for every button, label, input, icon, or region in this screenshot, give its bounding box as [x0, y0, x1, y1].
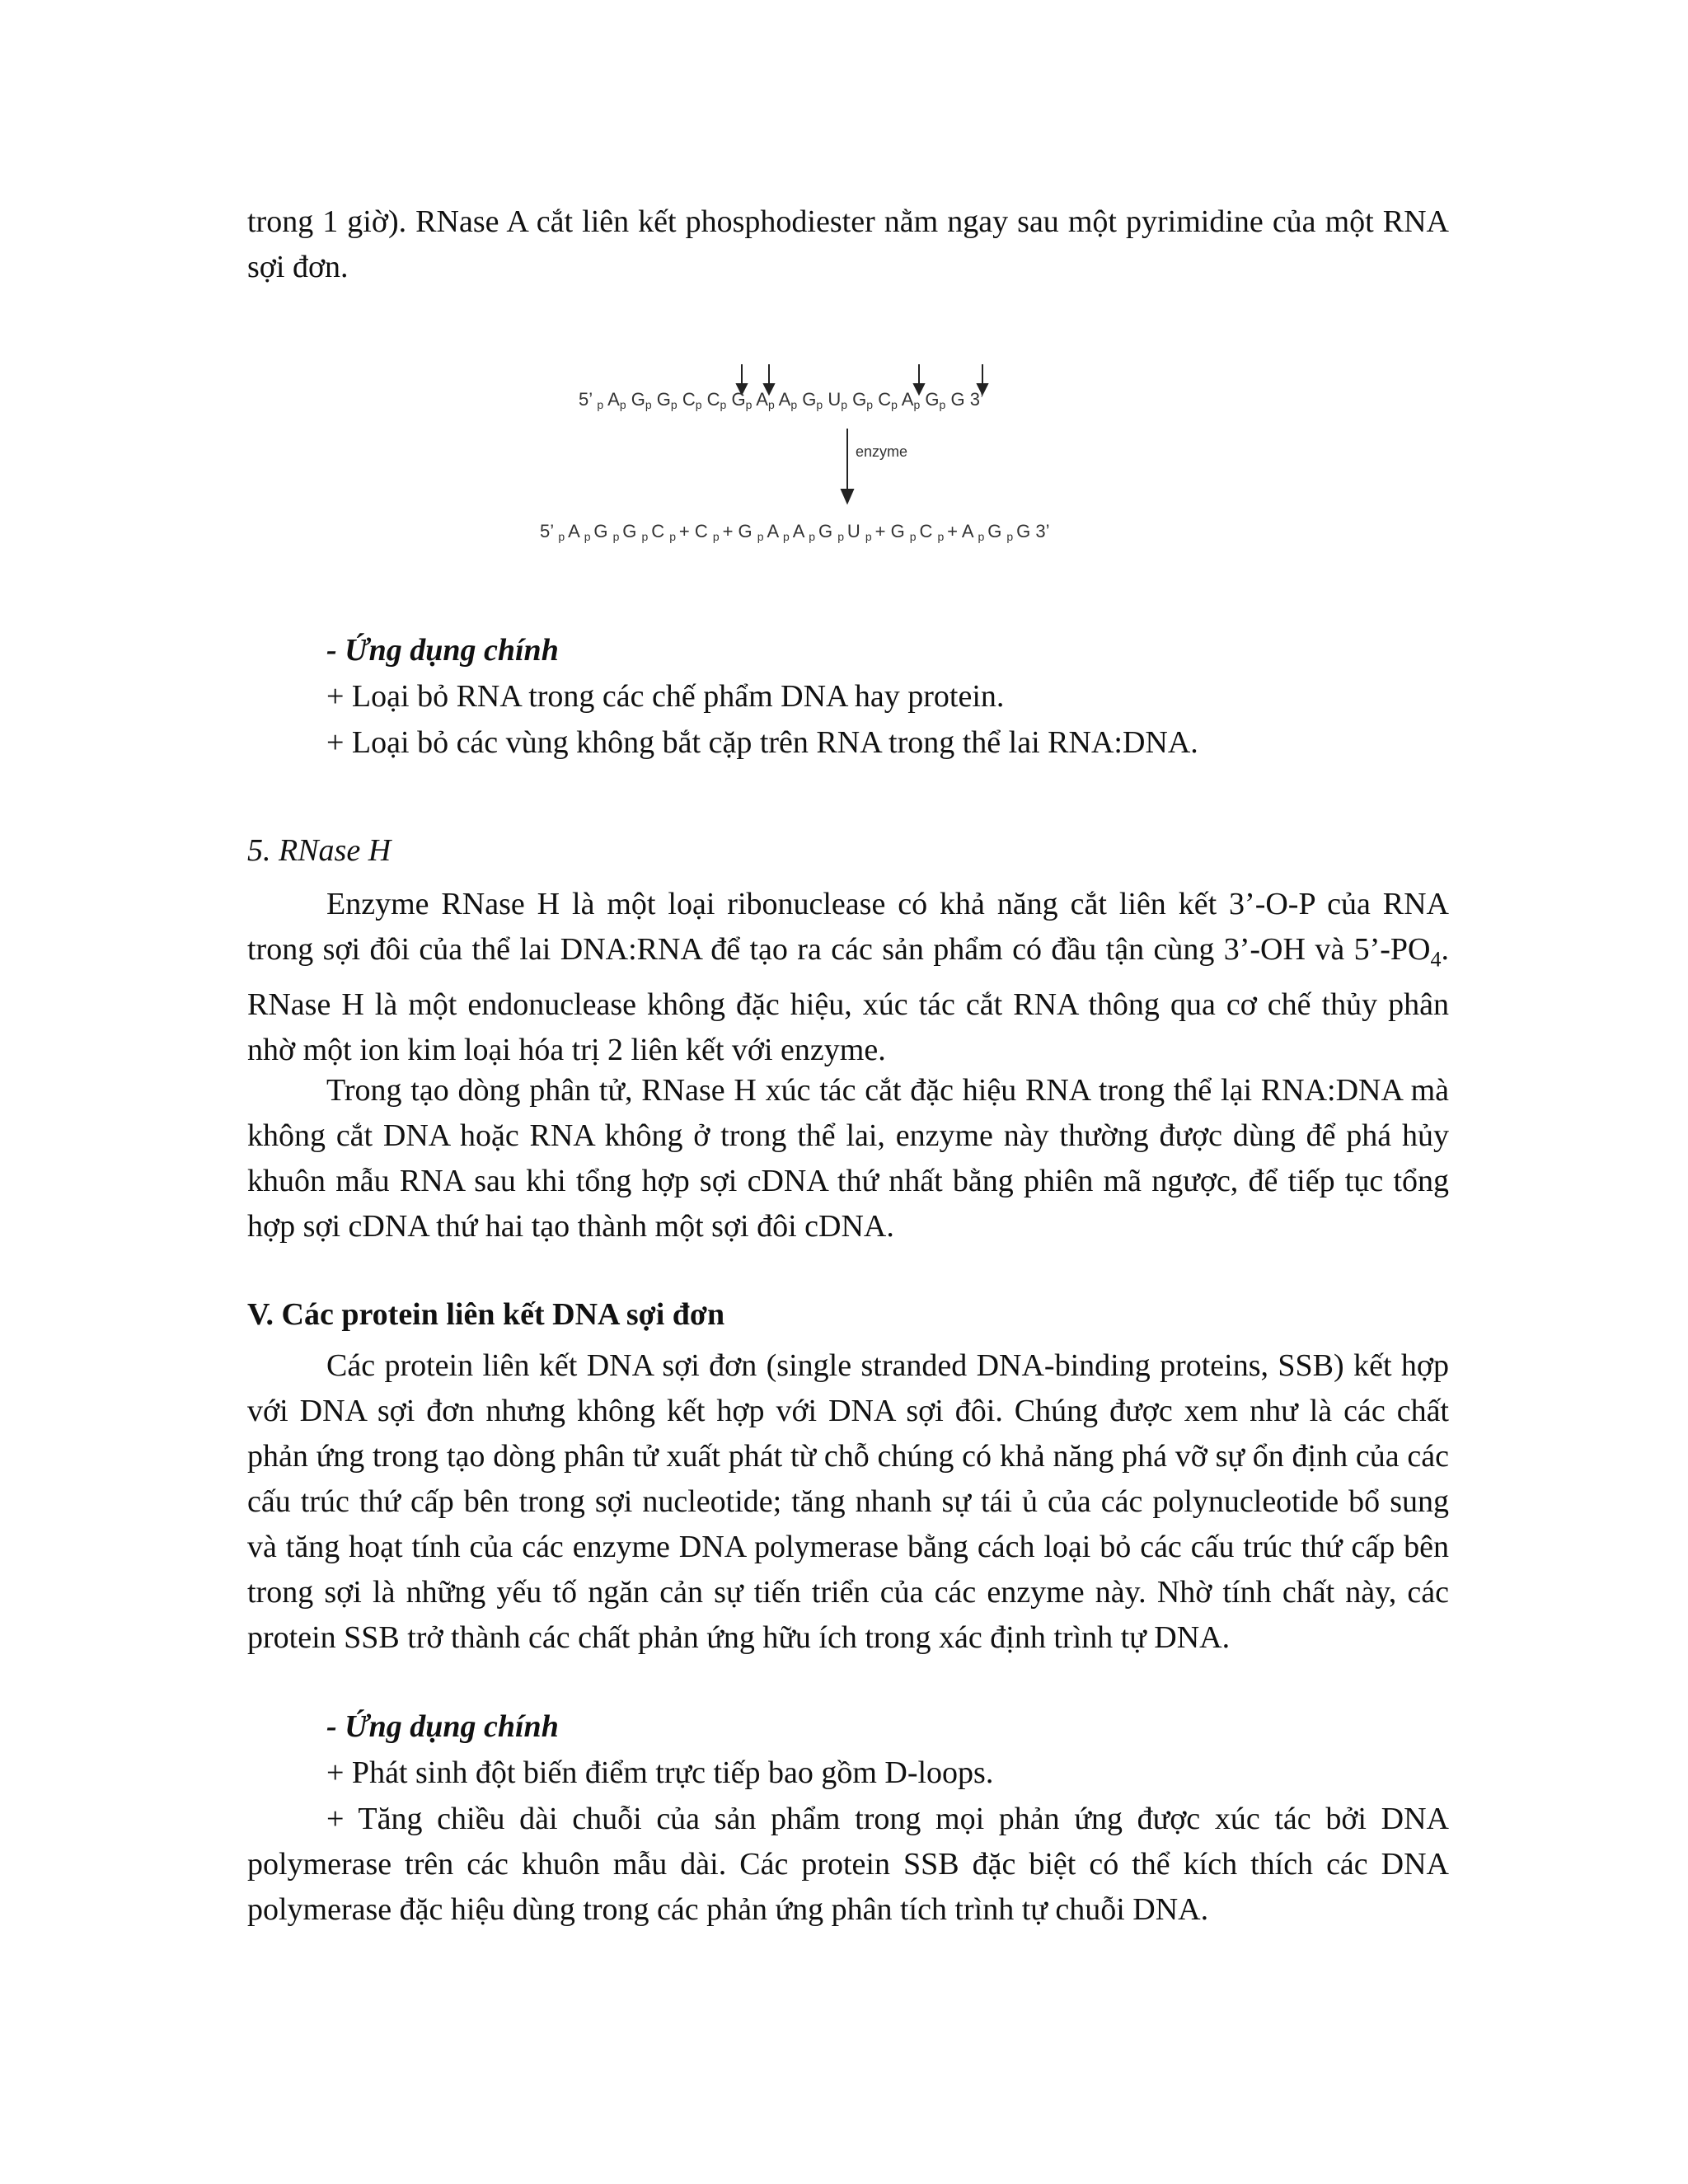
sequence-base: C [878, 389, 892, 410]
sec5-p1-text-a: Enzyme RNase H là một loại ribonuclease có khả năng cắt liên kết 3’-O-P của RNA trong sợi đôi của thể lai DNA:RNA để tạo ra các sản phẩm có đầu tận cùng 3’-OH và 5’-PO [247, 887, 1449, 967]
app1-title: - Ứng dụng chính [326, 633, 559, 668]
enzyme-label: enzyme [856, 443, 908, 460]
sequence-token: A [792, 521, 809, 541]
sequence-token: G [987, 521, 1007, 541]
sequence-token: 3’ [1035, 521, 1050, 541]
section-v-paragraph-1: Các protein liên kết DNA sợi đơn (single stranded DNA-binding proteins, SSB) kết hợp với DNA sợi đơn nhưng không kết hợp với DNA sợi đôi. Chúng được xem như là các chất phản ứng trong tạo dòng phân tử xuất phát từ chỗ chúng có khả năng phá vỡ sự ổn định của các cấu trúc thứ cấp bên trong sợi nucleotide; tăng nhanh sự tái ủ của các polynucleotide bổ sung và tăng hoạt tính của các enzyme DNA polymerase bằng cách loại bỏ các cấu trúc thứ cấp bên trong sợi là những yếu tố ngăn cản sự tiến triển của các enzyme này. Nhờ tính chất này, các protein SSB trở thành các chất phản ứng hữu ích trong xác định trình tự DNA. [247, 1348, 1449, 1655]
sequence-phosphate: p [612, 530, 623, 543]
sequence-base: C [682, 389, 696, 410]
sequence-base: C [706, 389, 720, 410]
sequence-token: G [818, 521, 838, 541]
sequence-phosphate: p [865, 530, 875, 543]
sequence-phosphate: p [695, 398, 702, 411]
app1-item-1: + Loại bỏ RNA trong các chế phẩm DNA hay protein. [326, 679, 1005, 714]
sequence-phosphate: p [720, 398, 727, 411]
sequence-token: + [722, 521, 738, 541]
sequence-token: G [1016, 521, 1036, 541]
bottom-sequence [540, 521, 1049, 543]
sequence-token: G [738, 521, 757, 541]
sequence-token: A [961, 521, 978, 541]
sequence-phosphate: p [913, 398, 921, 411]
sequence-base: G [802, 389, 817, 410]
sequence-base: A [778, 389, 791, 410]
sequence-phosphate: p [1006, 530, 1017, 543]
sequence-base: U [828, 389, 842, 410]
sequence-phosphate: p [670, 398, 678, 411]
sequence-phosphate: p [645, 398, 652, 411]
sequence-token: G [622, 521, 642, 541]
sequence-phosphate: p [584, 530, 594, 543]
section-v-title: V. Các protein liên kết DNA sợi đơn [247, 1297, 725, 1332]
enzyme-arrow [842, 429, 853, 503]
sequence-phosphate: p [767, 398, 775, 411]
sequence-token: C [694, 521, 713, 541]
top-sequence [579, 389, 984, 411]
sequence-token: G [890, 521, 910, 541]
sequence-token: 5’ [540, 521, 559, 541]
sequence-phosphate: p [783, 530, 793, 543]
sequence-phosphate: p [745, 398, 753, 411]
sequence-token: A [767, 521, 784, 541]
sequence-phosphate: p [939, 398, 946, 411]
app2-title: - Ứng dụng chính [326, 1709, 559, 1744]
sequence-token: A [568, 521, 584, 541]
sequence-token: + [678, 521, 695, 541]
sequence-base: G [950, 389, 965, 410]
app2-item-1: + Phát sinh đột biến điểm trực tiếp bao gồm D-loops. [326, 1755, 994, 1790]
sequence-base: G [852, 389, 867, 410]
sequence-phosphate: p [669, 530, 679, 543]
sequence-base: A [756, 389, 768, 410]
sequence-token: C [651, 521, 670, 541]
sequence-base: G [656, 389, 671, 410]
sequence-phosphate: p [558, 530, 569, 543]
sequence-phosphate: p [790, 398, 798, 411]
rnase-cleavage-diagram [528, 356, 1170, 554]
sequence-phosphate: p [597, 398, 604, 411]
sequence-phosphate: p [866, 398, 874, 411]
sequence-phosphate: p [841, 398, 848, 411]
sequence-phosphate: p [712, 530, 723, 543]
sequence-phosphate: p [909, 530, 920, 543]
enzyme-arrow-head [842, 490, 853, 503]
sequence-phosphate: p [891, 398, 898, 411]
sequence-phosphate: p [978, 530, 988, 543]
sequence-token: G [593, 521, 613, 541]
sequence-prefix: 5’ [579, 389, 598, 410]
sequence-base: A [901, 389, 914, 410]
section-5-paragraph-1 [247, 882, 1449, 1073]
sequence-base: G [731, 389, 746, 410]
sequence-phosphate: p [816, 398, 823, 411]
sequence-token: U [846, 521, 865, 541]
sequence-phosphate: p [641, 530, 652, 543]
app1-item-2: + Loại bỏ các vùng không bắt cặp trên RNA trong thể lai RNA:DNA. [326, 725, 1198, 760]
sequence-token: C [919, 521, 938, 541]
paragraph-text: trong 1 giờ). RNase A cắt liên kết phosphodiester nằm ngay sau một pyrimidine của một RNA sợi đơn. [247, 204, 1449, 284]
app2-item-2: + Tăng chiều dài chuỗi của sản phẩm trong mọi phản ứng được xúc tác bởi DNA polymerase trên các khuôn mẫu dài. Các protein SSB đặc biệt có thể kích thích các DNA polymerase đặc hiệu dùng trong các phản ứng phân tích trình tự chuỗi DNA. [247, 1802, 1449, 1927]
section-5-paragraph-2: Trong tạo dòng phân tử, RNase H xúc tác cắt đặc hiệu RNA trong thể lại RNA:DNA mà không cắt DNA hoặc RNA không ở trong thể lai, enzyme này thường được dùng để phá hủy khuôn mẫu RNA sau khi tổng hợp sợi cDNA thứ nhất bằng phiên mã ngược, để tiếp tục tổng hợp sợi cDNA thứ hai tạo thành một sợi đôi cDNA. [247, 1073, 1449, 1244]
sequence-phosphate: p [619, 398, 626, 411]
sequence-phosphate: p [757, 530, 767, 543]
section-5-title: 5. RNase H [247, 833, 392, 868]
sequence-base: A [607, 389, 620, 410]
sequence-phosphate: p [809, 530, 818, 543]
sequence-token: + [874, 521, 891, 541]
cleavage-diagram-svg [528, 356, 1170, 554]
sec5-p1-text-b: . RNase H là một endonuclease không đặc hiệu, xúc tác cắt RNA thông qua cơ chế thủy phân nhờ một ion kim loại hóa trị 2 liên kết với enzyme. [247, 932, 1449, 1067]
sequence-phosphate: p [937, 530, 948, 543]
sequence-base: G [631, 389, 645, 410]
sec5-p1-subscript: 4 [1430, 947, 1442, 972]
sequence-phosphate: p [837, 530, 847, 543]
sequence-token: + [947, 521, 962, 541]
sequence-base: G [925, 389, 940, 410]
sequence-suffix: 3’ [969, 389, 984, 410]
paragraph-rnase-a-cleavage [247, 199, 1449, 290]
